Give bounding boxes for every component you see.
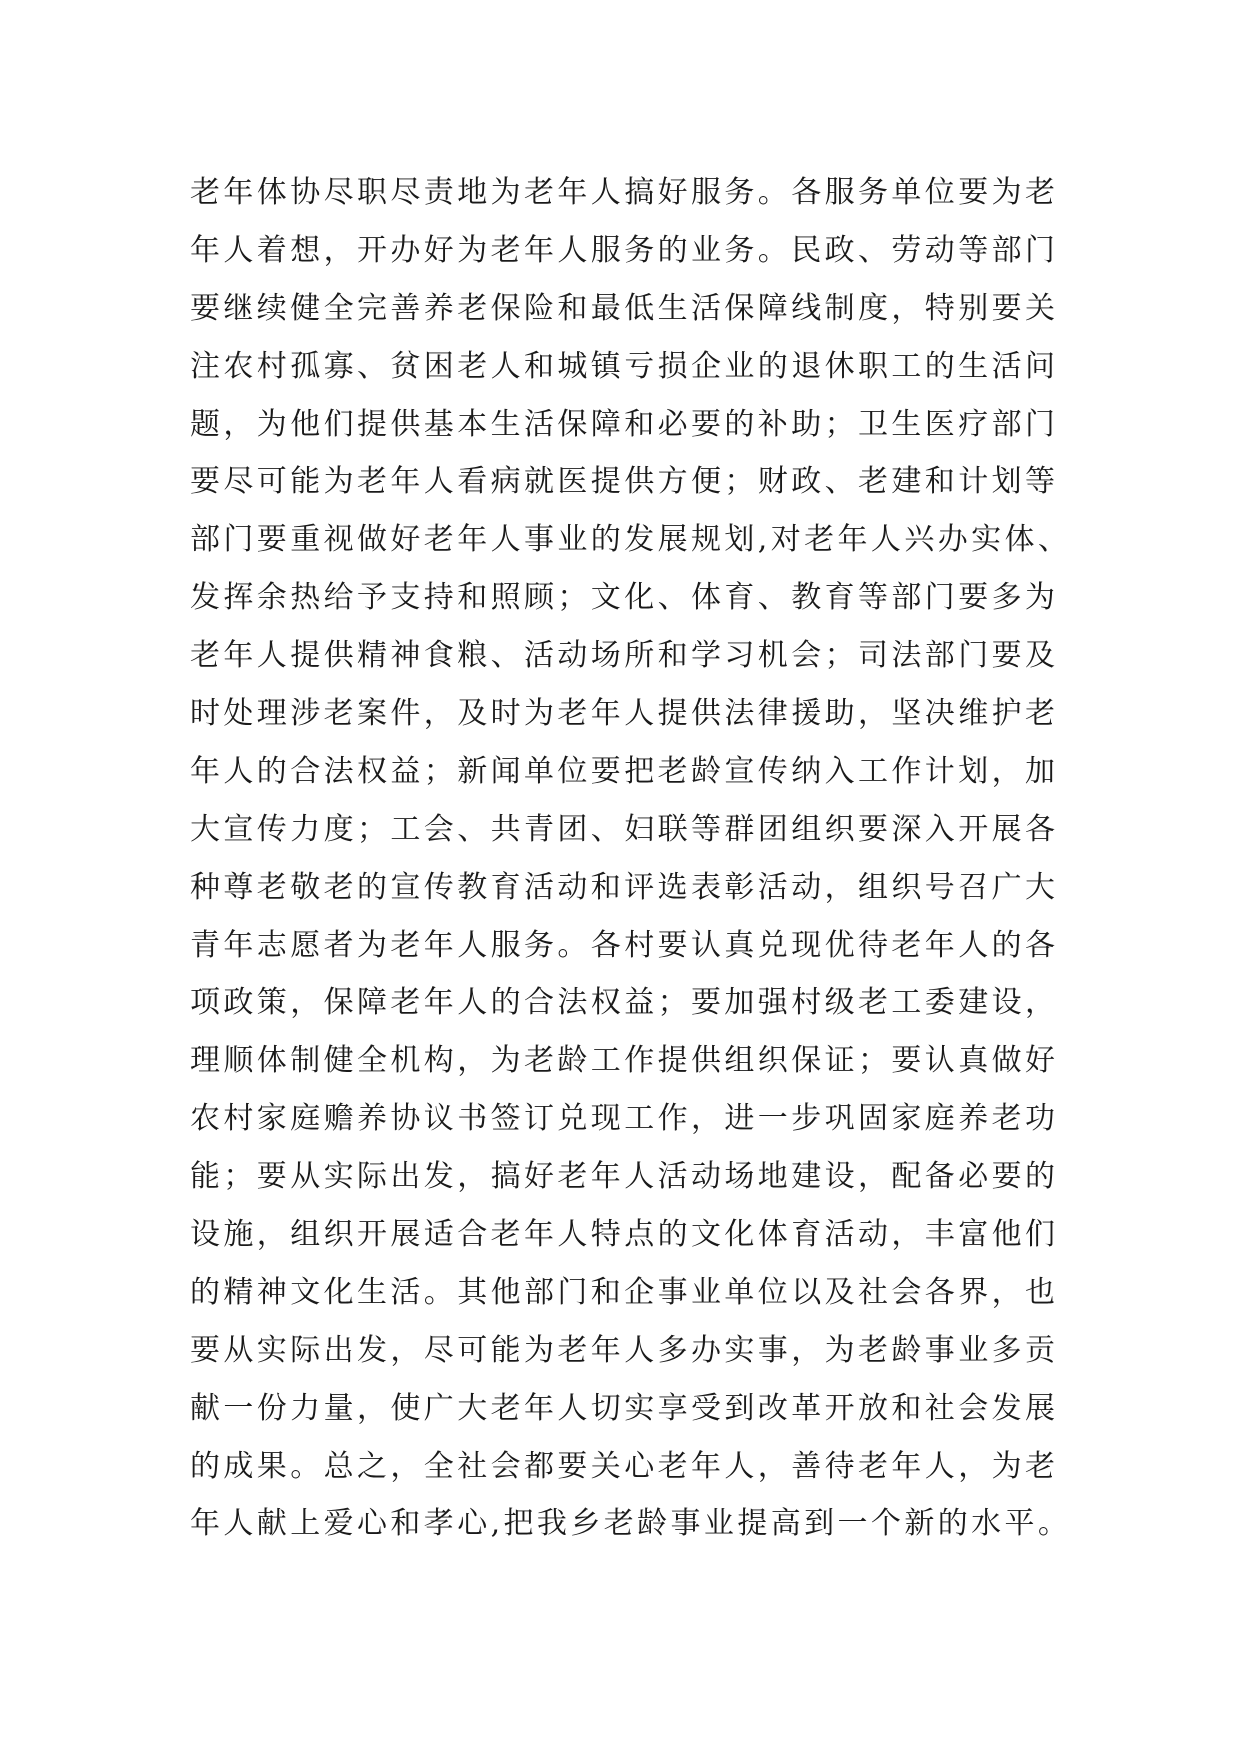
text-line: 项政策，保障老年人的合法权益；要加强村级老工委建设， bbox=[190, 985, 1059, 1021]
body-paragraph bbox=[190, 164, 1070, 1553]
text-line: 的成果。总之，全社会都要关心老年人，善待老年人，为老 bbox=[190, 1448, 1059, 1484]
text-line: 年人献上爱心和孝心,把我乡老龄事业提高到一个新的水平。 bbox=[190, 1506, 1072, 1542]
text-line: 种尊老敬老的宣传教育活动和评选表彰活动，组织号召广大 bbox=[190, 869, 1059, 905]
text-line: 题，为他们提供基本生活保障和必要的补助；卫生医疗部门 bbox=[190, 406, 1059, 442]
text-line: 设施，组织开展适合老年人特点的文化体育活动，丰富他们 bbox=[190, 1217, 1059, 1253]
text-line: 年人的合法权益；新闻单位要把老龄宣传纳入工作计划，加 bbox=[190, 753, 1059, 789]
text-line: 要尽可能为老年人看病就医提供方便；财政、老建和计划等 bbox=[190, 464, 1059, 500]
text-line: 年人着想，开办好为老年人服务的业务。民政、劳动等部门 bbox=[190, 232, 1059, 268]
text-line: 农村家庭赡养协议书签订兑现工作，进一步巩固家庭养老功 bbox=[190, 1101, 1059, 1137]
text-line: 献一份力量，使广大老年人切实享受到改革开放和社会发展 bbox=[190, 1390, 1059, 1426]
text-line: 青年志愿者为老年人服务。各村要认真兑现优待老年人的各 bbox=[190, 927, 1059, 963]
text-line: 大宣传力度；工会、共青团、妇联等群团组织要深入开展各 bbox=[190, 811, 1059, 847]
text-line: 的精神文化生活。其他部门和企事业单位以及社会各界，也 bbox=[190, 1274, 1059, 1310]
text-line: 部门要重视做好老年人事业的发展规划,对老年人兴办实体、 bbox=[190, 522, 1072, 558]
text-line: 注农村孤寡、贫困老人和城镇亏损企业的退休职工的生活问 bbox=[190, 348, 1059, 384]
text-line: 要从实际出发，尽可能为老年人多办实事，为老龄事业多贡 bbox=[190, 1332, 1059, 1368]
text-line: 能；要从实际出发，搞好老年人活动场地建设，配备必要的 bbox=[190, 1159, 1059, 1195]
text-line: 老年体协尽职尽责地为老年人搞好服务。各服务单位要为老 bbox=[190, 175, 1059, 210]
text-line: 老年人提供精神食粮、活动场所和学习机会；司法部门要及 bbox=[190, 638, 1059, 674]
text-line: 理顺体制健全机构，为老龄工作提供组织保证；要认真做好 bbox=[190, 1043, 1059, 1079]
text-line: 发挥余热给予支持和照顾；文化、体育、教育等部门要多为 bbox=[190, 580, 1059, 616]
text-line: 要继续健全完善养老保险和最低生活保障线制度，特别要关 bbox=[190, 290, 1059, 326]
text-line: 时处理涉老案件，及时为老年人提供法律援助，坚决维护老 bbox=[190, 696, 1059, 732]
